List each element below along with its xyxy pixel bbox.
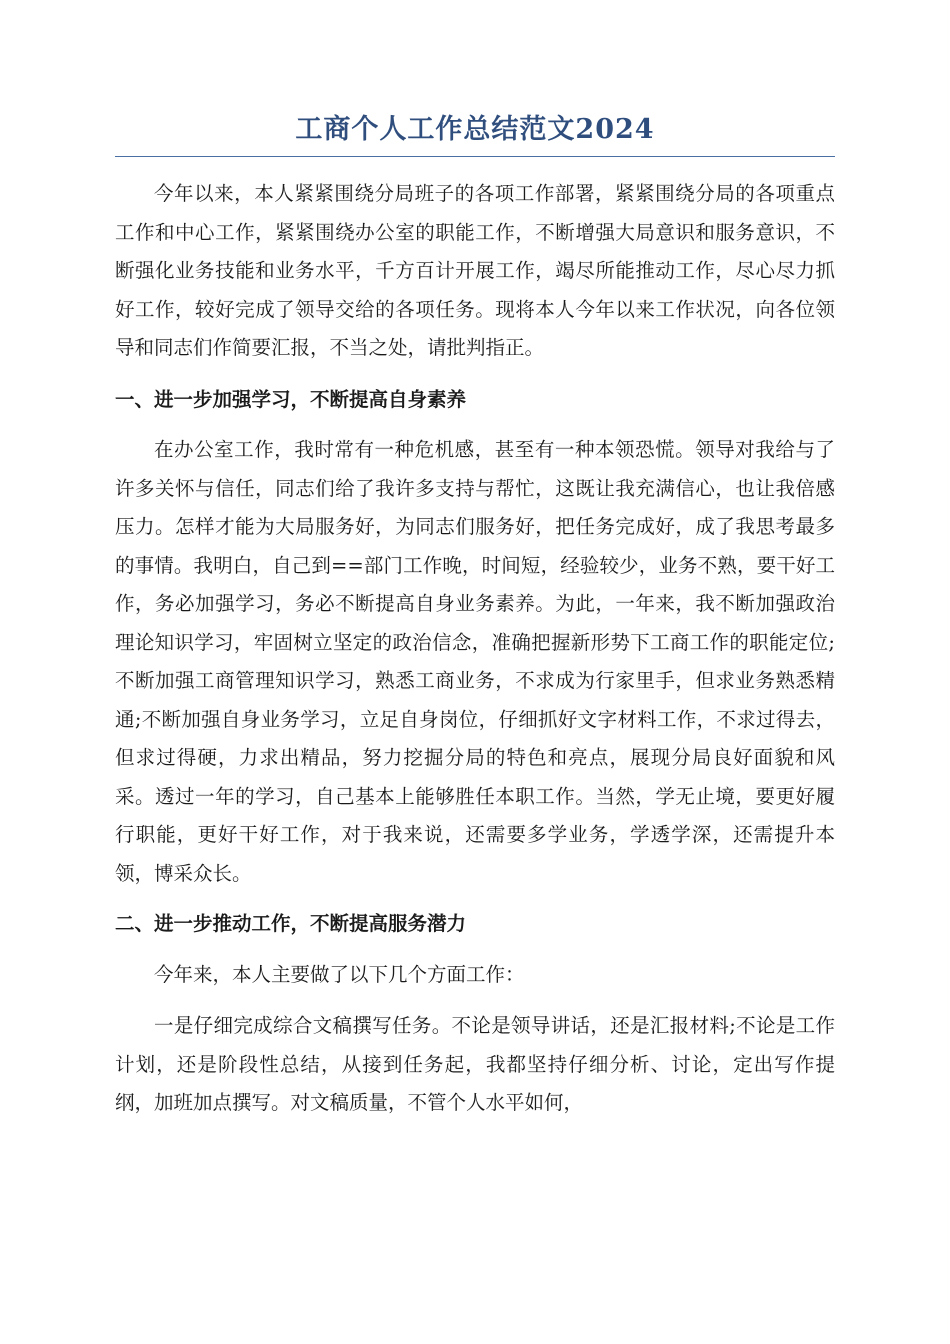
section-2-heading: 二、进一步推动工作，不断提高服务潜力 xyxy=(115,912,467,935)
section-1-paragraph: 在办公室工作，我时常有一种危机感，甚至有一种本领恐慌。领导对我给与了许多关怀与信任，同志们给了我许多支持与帮忙，这既让我充满信心，也让我倍感压力。怎样才能为大局服务好，为同志们服务好，把任务完成好，成了我思考最多的事情。我明白，自己到==部门工作晚，时间短，经验较少，业务不熟，要干好工作，务必加强学习，务必不断提高自身业务素养。为此，一年来，我不断加强政治理论知识学习，牢固树立坚定的政治信念，准确把握新形势下工商工作的职能定位;不断加强工商管理知识学习，熟悉工商业务，不求成为行家里手，但求业务熟悉精通;不断加强自身业务学习，立足自身岗位，仔细抓好文字材料工作，不求过得去，但求过得硬，力求出精品，努力挖掘分局的特色和亮点，展现分局良好面貌和风采。透过一年的学习，自己基本上能够胜任本职工作。当然，学无止境，要更好履行职能，更好干好工作，对于我来说，还需要多学业务，学透学深，还需提升本领，博采众长。 xyxy=(115,438,835,885)
section-2-paragraph-1: 今年来，本人主要做了以下几个方面工作： xyxy=(154,962,525,986)
intro-paragraph: 今年以来，本人紧紧围绕分局班子的各项工作部署，紧紧围绕分局的各项重点工作和中心工作，紧紧围绕办公室的职能工作，不断增强大局意识和服务意识，不断强化业务技能和业务水平，千方百计开展工作，竭尽所能推动工作，尽心尽力抓好工作，较好完成了领导交给的各项任务。现将本人今年以来工作状况，向各位领导和同志们作简要汇报，不当之处，请批判指正。 xyxy=(115,182,835,359)
document-page xyxy=(115,108,835,1123)
section-1-heading: 一、进一步加强学习，不断提高自身素养 xyxy=(115,387,467,411)
section-2-paragraph-2: 一是仔细完成综合文稿撰写任务。不论是领导讲话，还是汇报材料;不论是工作计划，还是阶段性总结，从接到任务起，我都坚持仔细分析、讨论，定出写作提纲，加班加点撰写。对文稿质量，不管个人水平如何， xyxy=(115,1014,835,1114)
document-title: 工商个人工作总结范文2024 xyxy=(115,108,835,157)
